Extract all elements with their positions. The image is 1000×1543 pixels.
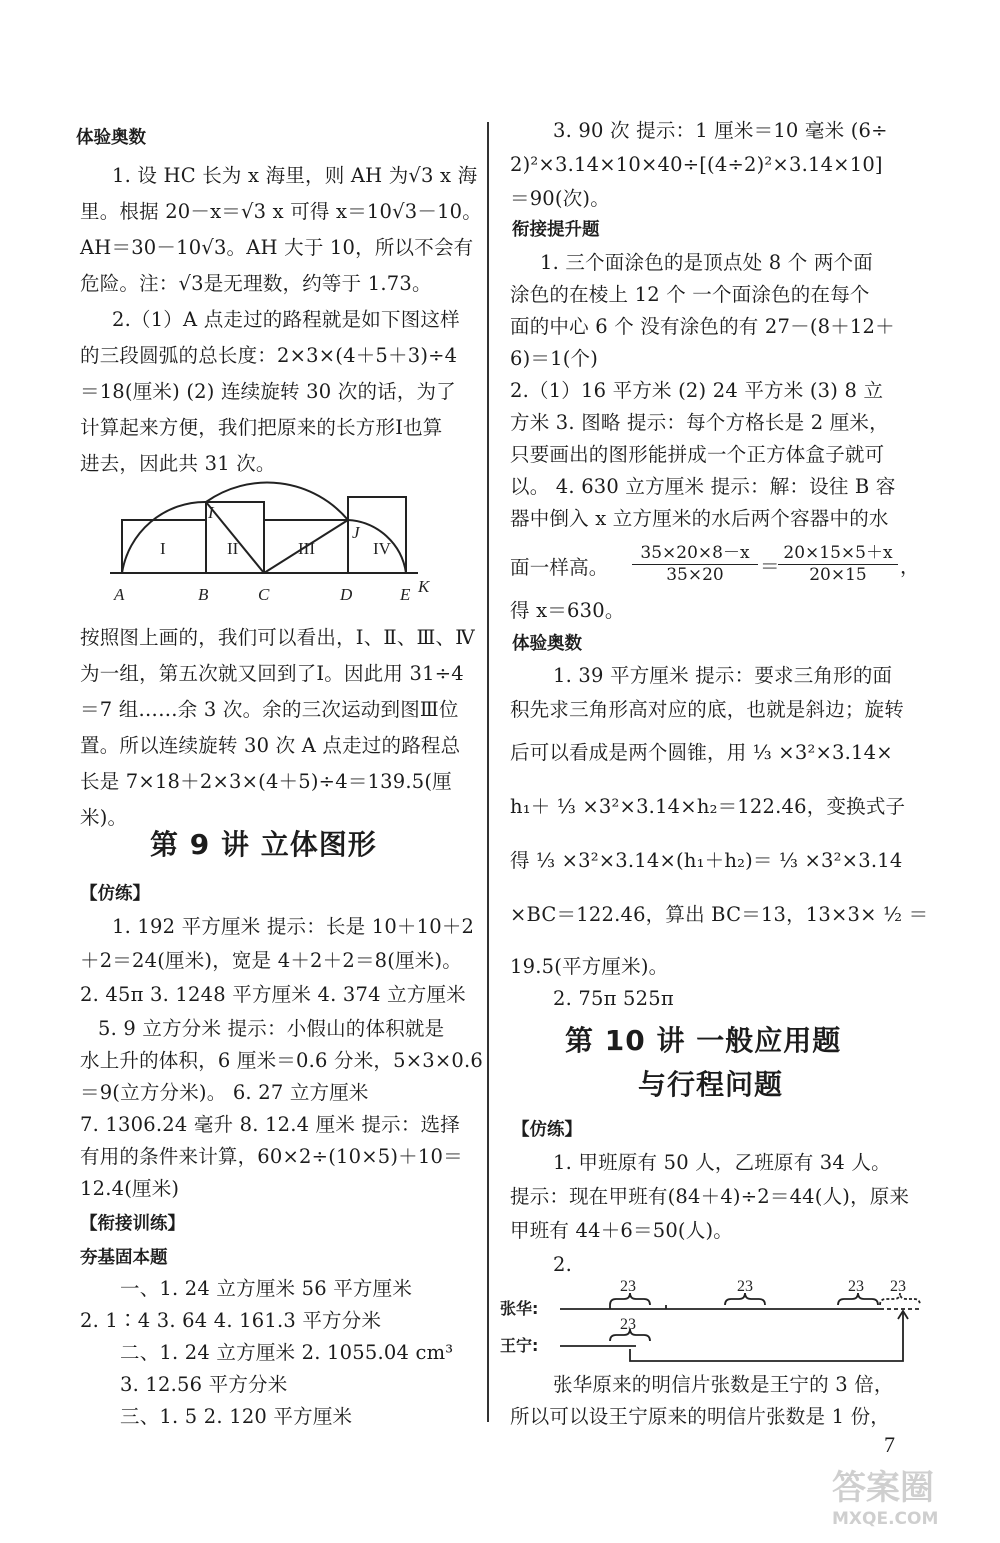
text-line: 以。 4. 630 立方厘米 提示：解：设往 B 容	[510, 475, 896, 498]
page-number: 7	[884, 1432, 895, 1457]
diagonal-1	[206, 502, 264, 573]
watermark-url: MXQE.COM	[832, 1509, 939, 1529]
text-line: 积先求三角形高对应的底，也就是斜边；旋转	[510, 698, 905, 721]
denominator: 35×20	[666, 565, 724, 585]
text-line: 一、1. 24 立方厘米 56 平方厘米	[120, 1277, 413, 1300]
text-line: 所以可以设王宁原来的明信片张数是 1 份，	[510, 1405, 891, 1428]
text-line: 后可以看成是两个圆锥，用 ⅓ ×3²×3.14×	[510, 741, 893, 764]
heading-tisheng: 衔接提升题	[512, 220, 600, 240]
text-line: 危险。注：√3是无理数，约等于 1.73。	[80, 272, 432, 295]
text-line: 的三段圆弧的总长度：2×3×(4＋5＋3)÷4	[80, 344, 458, 367]
text-line: 2. 75π 525π	[553, 987, 674, 1010]
point-label: K	[418, 577, 430, 596]
text-line: 2.	[553, 1253, 573, 1276]
segment-number: 23	[737, 1278, 753, 1295]
segment-number: 23	[848, 1278, 864, 1295]
segment-diagram	[500, 1275, 940, 1365]
heading-tiyan-aoshu: 体验奥数	[76, 128, 146, 148]
text-line: 有用的条件来计算，60×2÷(10×5)＋10＝	[80, 1145, 463, 1168]
rotation-arc-diagram	[100, 470, 450, 610]
lecture-10-title: 第 10 讲 一般应用题	[565, 1024, 842, 1057]
text-line: ＝7 组……余 3 次。余的三次运动到图Ⅲ位	[80, 698, 459, 721]
text-line: 三、1. 5 2. 120 平方厘米	[120, 1405, 353, 1428]
person-label: 张华:	[500, 1299, 539, 1318]
comma: ，	[900, 555, 920, 578]
text-line: 3. 12.56 平方分米	[120, 1373, 288, 1396]
point-label: I	[208, 503, 214, 522]
roman-label: I	[160, 539, 166, 558]
text-line: ＝90(次)。	[510, 187, 610, 210]
heading-fanglian: 【仿练】	[80, 884, 150, 904]
fraction-right	[778, 538, 898, 585]
fraction-left	[632, 538, 758, 585]
text-line: 进去，因此共 31 次。	[80, 452, 276, 475]
point-label: E	[400, 585, 411, 604]
lecture-9-title: 第 9 讲 立体图形	[150, 828, 377, 861]
text-line: 置。所以连续旋转 30 次 A 点走过的路程总	[80, 734, 461, 757]
heading-xianjie: 【衔接训练】	[80, 1214, 185, 1234]
segment-number: 23	[620, 1278, 636, 1295]
text-line: 面一样高。	[510, 556, 609, 579]
text-line: 涂色的在棱上 12 个 一个面涂色的在每个	[510, 283, 870, 306]
heading-fanglian: 【仿练】	[512, 1120, 582, 1140]
text-line: ＝9(立方分米)。 6. 27 立方厘米	[80, 1081, 369, 1104]
text-line: 6)＝1(个)	[510, 347, 599, 370]
point-label: D	[340, 585, 353, 604]
heading-tiyan-aoshu: 体验奥数	[512, 634, 582, 654]
text-line: 张华原来的明信片张数是王宁的 3 倍，	[553, 1373, 894, 1396]
text-line: 方米 3. 图略 提示：每个方格长是 2 厘米，	[510, 411, 889, 434]
watermark-logo	[832, 1468, 992, 1538]
roman-label: III	[298, 539, 315, 558]
text-line: 1. 39 平方厘米 提示：要求三角形的面	[553, 664, 893, 687]
numerator: 35×20×8－x	[632, 538, 758, 565]
segment-number: 23	[890, 1278, 906, 1295]
text-line: 2.（1）A 点走过的路程就是如下图这样	[112, 308, 460, 331]
lecture-10-subtitle: 与行程问题	[638, 1068, 784, 1101]
heading-hangji: 夯基固本题	[80, 1248, 168, 1268]
text-line: 提示：现在甲班有(84＋4)÷2＝44(人)，原来	[510, 1185, 910, 1208]
roman-label: IV	[373, 539, 391, 558]
text-line: 二、1. 24 立方厘米 2. 1055.04 cm³	[120, 1341, 454, 1364]
segment-number: 23	[620, 1316, 636, 1333]
text-line: 计算起来方便，我们把原来的长方形Ⅰ也算	[80, 416, 443, 439]
text-line: 1. 甲班原有 50 人，乙班原有 34 人。	[553, 1151, 891, 1174]
text-line: 19.5(平方厘米)。	[510, 955, 669, 978]
text-line: h₁＋ ⅓ ×3²×3.14×h₂＝122.46，变换式子	[510, 795, 906, 818]
point-label: A	[114, 585, 125, 604]
text-line: 1. 设 HC 长为 x 海里，则 AH 为√3 x 海	[112, 164, 478, 187]
text-line: ＋2＝24(厘米)，宽是 4＋2＋2＝8(厘米)。	[80, 949, 462, 972]
text-line: ＝18(厘米) (2) 连续旋转 30 次的话，为了	[80, 380, 456, 403]
column-divider	[487, 122, 489, 1422]
text-line: 得 ⅓ ×3²×3.14×(h₁＋h₂)＝ ⅓ ×3²×3.14	[510, 849, 903, 872]
text-line: 长是 7×18＋2×3×(4＋5)÷4＝139.5(厘	[80, 770, 452, 793]
arc-1	[122, 502, 206, 573]
point-label: J	[352, 523, 360, 542]
text-line: 得 x＝630。	[510, 599, 625, 622]
connector	[630, 1313, 903, 1361]
text-line: 器中倒入 x 立方厘米的水后两个容器中的水	[510, 507, 889, 530]
equals-sign: ＝	[760, 555, 780, 578]
point-label: B	[198, 585, 209, 604]
text-line: 2.（1）16 平方米 (2) 24 平方米 (3) 8 立	[510, 379, 884, 402]
text-line: 面的中心 6 个 没有涂色的有 27－(8＋12＋	[510, 315, 895, 338]
text-line: 为一组，第五次就又回到了Ⅰ。因此用 31÷4	[80, 662, 464, 685]
text-line: 12.4(厘米)	[80, 1177, 180, 1200]
text-line: 2. 45π 3. 1248 平方厘米 4. 374 立方厘米	[80, 983, 466, 1006]
text-line: 5. 9 立方分米 提示：小假山的体积就是	[98, 1017, 445, 1040]
text-line: 2. 1∶4 3. 64 4. 161.3 平方分米	[80, 1309, 382, 1332]
text-line: 米)。	[80, 806, 128, 829]
text-line: 按照图上画的，我们可以看出，Ⅰ、Ⅱ、Ⅲ、Ⅳ	[80, 626, 475, 649]
text-line: 3. 90 次 提示：1 厘米＝10 毫米 (6÷	[553, 119, 888, 142]
point-label: C	[258, 585, 270, 604]
text-line: 甲班有 44＋6＝50(人)。	[510, 1219, 733, 1242]
text-line: 只要画出的图形能拼成一个正方体盒子就可	[510, 443, 885, 466]
numerator: 20×15×5＋x	[778, 538, 898, 565]
text-line: ×BC＝122.46，算出 BC＝13，13×3× ½ ＝	[510, 903, 929, 926]
text-line: 水上升的体积，6 厘米＝0.6 分米，5×3×0.6	[80, 1049, 484, 1072]
person-label: 王宁:	[500, 1336, 539, 1355]
text-line: 2)²×3.14×10×40÷[(4÷2)²×3.14×10]	[510, 153, 883, 176]
text-line: 7. 1306.24 毫升 8. 12.4 厘米 提示：选择	[80, 1113, 460, 1136]
watermark-text: 答案圈	[832, 1468, 934, 1508]
roman-label: II	[227, 539, 239, 558]
text-line: 1. 192 平方厘米 提示：长是 10＋10＋2	[112, 915, 475, 938]
denominator: 20×15	[809, 565, 867, 585]
text-line: AH＝30－10√3。AH 大于 10，所以不会有	[80, 236, 474, 259]
text-line: 里。根据 20－x＝√3 x 可得 x＝10√3－10。	[80, 200, 482, 223]
text-line: 1. 三个面涂色的是顶点处 8 个 两个面	[540, 251, 874, 274]
